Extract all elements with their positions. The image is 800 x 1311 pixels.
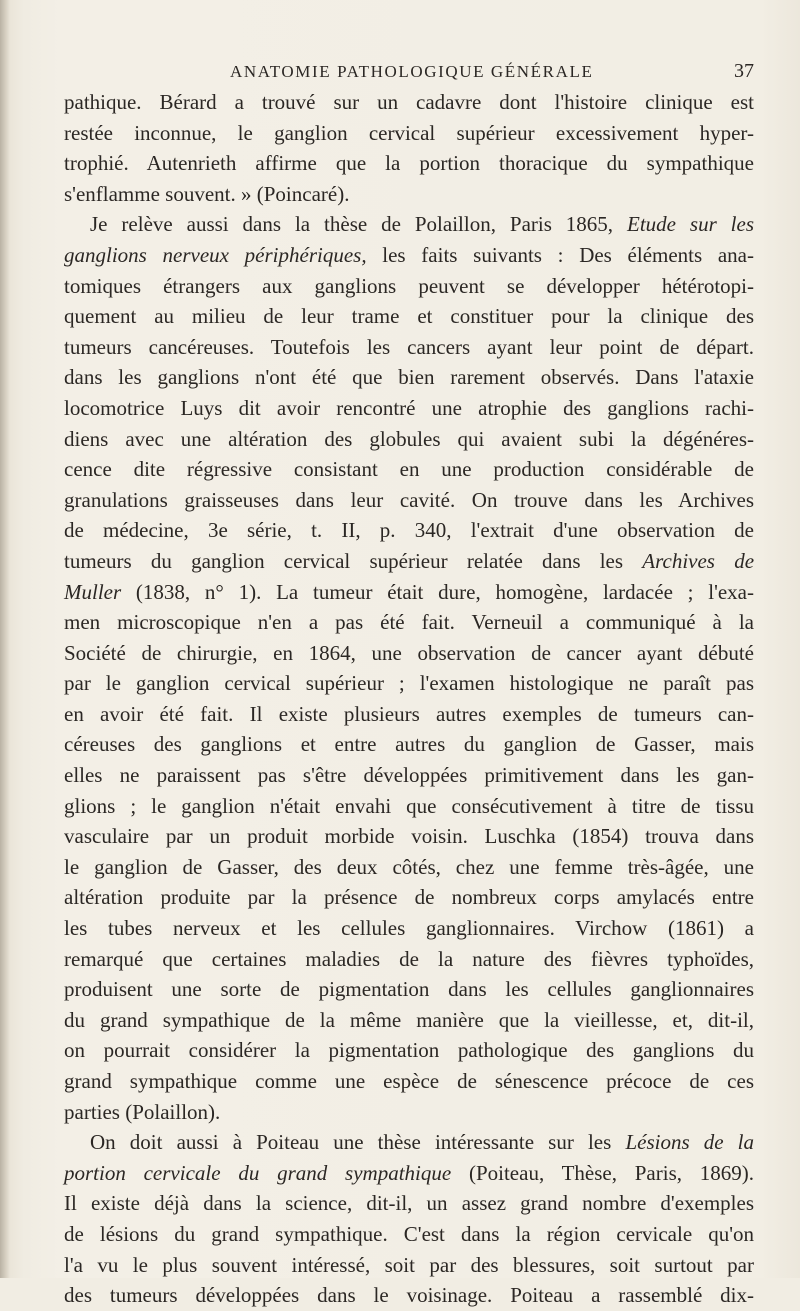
line-text: men microscopique n'en a pas été fait. Verneuil a communiqué à la: [64, 610, 754, 635]
text-line: [64, 485, 754, 516]
text-line: [64, 607, 754, 638]
italic-title: Archives de: [642, 548, 755, 573]
line-text: locomotrice Luys dit avoir rencontré une atrophie des ganglions rachi-: [64, 395, 754, 420]
text-line: [64, 87, 754, 118]
text-line: [64, 1158, 754, 1189]
page-header: [0, 62, 800, 86]
text-line: [64, 974, 754, 1005]
text-line: [64, 454, 754, 485]
line-text: glions ; le ganglion n'était envahi que consécutivement à titre de tissu: [64, 793, 754, 818]
line-text: dans les ganglions n'ont été que bien rarement observés. Dans l'ataxie: [64, 365, 754, 390]
text-line: [64, 760, 754, 791]
text-line: [64, 729, 754, 760]
line-text: du grand sympathique de la même manière que la vieillesse, et, dit-il,: [64, 1007, 754, 1032]
line-text: on pourrait considérer la pigmentation pathologique des ganglions du: [64, 1038, 754, 1063]
line-text: le ganglion de Gasser, des deux côtés, chez une femme très-âgée, une: [64, 854, 754, 879]
text-line: [64, 209, 754, 240]
text-line: [64, 668, 754, 699]
text-line: [64, 118, 754, 149]
text-line: [64, 179, 754, 210]
line-text: Il existe déjà dans la science, dit-il, un assez grand nombre d'exemples: [64, 1191, 754, 1216]
line-text: les tubes nerveux et les cellules ganglionnaires. Virchow (1861) a: [64, 916, 754, 941]
text-line: [64, 638, 754, 669]
line-text: elles ne paraissent pas s'être développées primitivement dans les gan-: [64, 763, 754, 788]
text-line: [64, 913, 754, 944]
line-text: remarqué que certaines maladies de la nature des fièvres typhoïdes,: [64, 946, 754, 971]
text-line: [64, 577, 754, 608]
line-text: diens avec une altération des globules qui avaient subi la dégénéres-: [64, 426, 754, 451]
text-line: [64, 699, 754, 730]
line-text: (Poiteau, Thèse, Paris, 1869).: [468, 1160, 755, 1185]
line-text: cence dite régressive consistant en une production considérable de: [64, 457, 754, 482]
line-text: tumeurs cancéreuses. Toutefois les cancers ayant leur point de départ.: [64, 334, 754, 359]
line-text: restée inconnue, le ganglion cervical supérieur excessivement hyper-: [64, 120, 754, 145]
line-text: vasculaire par un produit morbide voisin. Luschka (1854) trouva dans: [64, 824, 754, 849]
text-line: [64, 515, 754, 546]
text-line: [64, 1280, 754, 1311]
text-line: [64, 148, 754, 179]
text-line: [64, 271, 754, 302]
line-text: Je relève aussi dans la thèse de Polaillon, Paris 1865,: [90, 212, 614, 237]
italic-title: Muller: [64, 579, 122, 604]
line-text: par le ganglion cervical supérieur ; l'examen histologique ne paraît pas: [64, 671, 754, 696]
line-text: en avoir été fait. Il existe plusieurs autres exemples de tumeurs can-: [64, 701, 754, 726]
page-number: 37: [734, 60, 754, 82]
text-line: [64, 821, 754, 852]
body-text: [64, 87, 754, 1311]
line-text: (1838, n° 1). La tumeur était dure, homogène, lardacée ; l'exa-: [135, 579, 754, 604]
line-text: de médecine, 3e série, t. II, p. 340, l'extrait d'une observation de: [64, 518, 754, 543]
text-line: [64, 362, 754, 393]
line-text: tomiques étrangers aux ganglions peuvent se développer hétérotopi-: [64, 273, 754, 298]
text-line: [64, 1219, 754, 1250]
line-text: céreuses des ganglions et entre autres du ganglion de Gasser, mais: [64, 732, 754, 757]
text-line: [64, 1066, 754, 1097]
line-text: des tumeurs développées dans le voisinage. Poiteau a rassemblé dix-: [64, 1283, 754, 1308]
line-text: altération produite par la présence de nombreux corps amylacés entre: [64, 885, 754, 910]
line-text: parties (Polaillon).: [64, 1099, 221, 1124]
line-text: pathique. Bérard a trouvé sur un cadavre dont l'histoire clinique est: [64, 90, 754, 114]
italic-title: ganglions nerveux périphériques,: [64, 242, 367, 267]
running-title: ANATOMIE PATHOLOGIQUE GÉNÉRALE: [230, 62, 594, 81]
text-line: [64, 301, 754, 332]
line-text: granulations graisseuses dans leur cavité. On trouve dans les Archives: [64, 487, 754, 512]
text-line: [64, 1005, 754, 1036]
italic-title: portion cervicale du grand sympathique: [64, 1160, 452, 1185]
line-text: grand sympathique comme une espèce de sénescence précoce de ces: [64, 1069, 754, 1093]
line-text: produisent une sorte de pigmentation dans les cellules ganglionnaires: [64, 977, 754, 1002]
line-text: quement au milieu de leur trame et constituer pour la clinique des: [64, 304, 754, 329]
italic-title: Lésions de la: [625, 1130, 755, 1155]
text-line: [64, 1035, 754, 1066]
text-line: [64, 1250, 754, 1281]
text-line: [64, 1188, 754, 1219]
line-text: les faits suivants : Des éléments ana-: [382, 242, 755, 267]
text-line: [64, 1097, 754, 1128]
text-line: [64, 332, 754, 363]
line-text: trophié. Autenrieth affirme que la portion thoracique du sympathique: [64, 151, 754, 176]
line-text: l'a vu le plus souvent intéressé, soit par des blessures, soit surtout par: [64, 1252, 754, 1277]
text-line: [64, 424, 754, 455]
text-line: [64, 546, 754, 577]
line-text: tumeurs du ganglion cervical supérieur relatée dans les: [64, 548, 624, 573]
text-line: [64, 791, 754, 822]
line-text: Société de chirurgie, en 1864, une observation de cancer ayant débuté: [64, 640, 754, 665]
page-binding-shadow: [0, 0, 10, 1278]
line-text: de lésions du grand sympathique. C'est dans la région cervicale qu'on: [64, 1221, 754, 1246]
text-line: [64, 852, 754, 883]
text-line: [64, 240, 754, 271]
text-line: [64, 393, 754, 424]
line-text: s'enflamme souvent. » (Poincaré).: [64, 181, 350, 206]
text-line: [64, 944, 754, 975]
line-text: On doit aussi à Poiteau une thèse intéressante sur les: [90, 1130, 612, 1155]
text-line: [64, 1127, 754, 1158]
italic-title: Etude sur les: [627, 212, 755, 237]
text-line: [64, 882, 754, 913]
